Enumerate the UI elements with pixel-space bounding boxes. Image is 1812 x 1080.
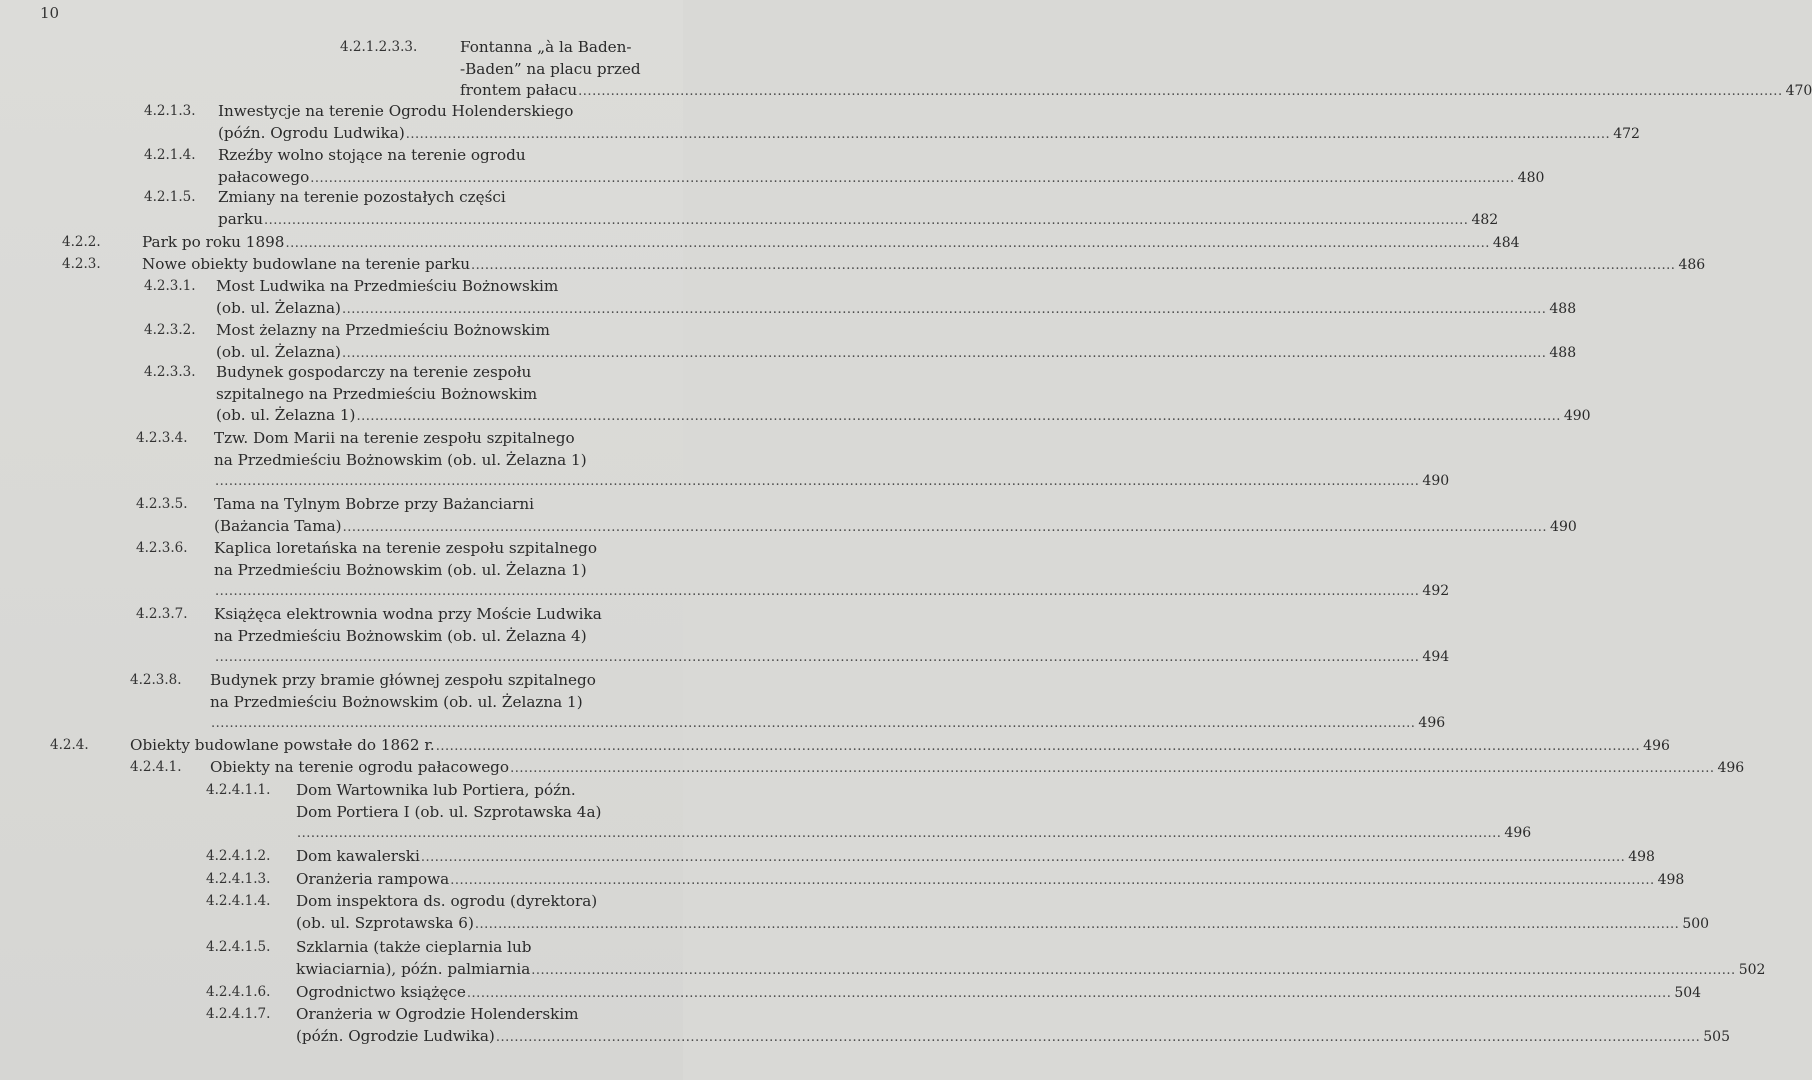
toc-entry-text: parku — [218, 209, 264, 228]
toc-entry-title — [142, 254, 1706, 276]
toc-entry-line — [296, 802, 655, 824]
toc-entry-page: 480 — [1517, 169, 1545, 186]
toc-entry-title — [210, 670, 1446, 735]
toc-entry-title — [210, 757, 1745, 779]
toc-entry-number: 4.2.3.4. — [136, 430, 188, 446]
toc-entry-line — [460, 37, 655, 59]
toc-entry-text: (późn. Ogrodu Ludwika) — [218, 123, 405, 142]
toc-entry-text: Dom inspektora ds. ogrodu (dyrektora) — [296, 892, 598, 910]
toc-entry-text: (ob. ul. Żelazna) — [216, 342, 341, 361]
toc-entry-page: 484 — [1492, 235, 1520, 251]
toc-entry-page: 490 — [1563, 408, 1591, 424]
toc-entry-title — [130, 735, 1670, 757]
toc-entry-number: 4.2.4.1.5. — [206, 939, 271, 955]
toc-entry-text: (ob. ul. Żelazna 1) — [216, 406, 356, 424]
toc-entry-title — [296, 937, 1766, 980]
dot-leader: .................................................................................................................................................................................................................................................................... — [285, 236, 1490, 251]
toc-entry-line — [218, 101, 655, 123]
toc-entry-title — [460, 37, 1812, 102]
toc-entry-number: 4.2.4.1.2. — [206, 848, 271, 864]
dot-leader: .................................................................................................................................................................................................................................................................... — [297, 826, 1502, 841]
toc-entry-title — [216, 362, 1591, 427]
toc-entry-text: Budynek gospodarczy na terenie zespołu — [216, 363, 532, 381]
toc-entry-line — [296, 913, 1710, 935]
dot-leader: .................................................................................................................................................................................................................................................................... — [510, 761, 1715, 776]
toc-entry-line — [216, 362, 655, 384]
toc-entry-number: 4.2.1.3. — [144, 103, 196, 119]
toc-entry-page: 496 — [1717, 760, 1745, 776]
toc-entry-number: 4.2.4.1.1. — [206, 782, 271, 798]
dot-leader: .................................................................................................................................................................................................................................................................... — [578, 84, 1783, 99]
toc-entry-line — [142, 254, 1706, 276]
toc-entry-title — [296, 846, 1655, 868]
toc-entry-line — [214, 647, 1450, 669]
toc-entry-text: Obiekty budowlane powstałe do 1862 r. — [130, 736, 435, 754]
toc-entry-text: (ob. ul. Żelazna) — [216, 298, 341, 317]
toc-entry-title — [218, 101, 1640, 144]
toc-entry-text: Tama na Tylnym Bobrze przy Bażanciarni — [214, 495, 534, 513]
toc-entry-text: Książęca elektrownia wodna przy Moście Ludwika — [214, 605, 602, 623]
dot-leader: .................................................................................................................................................................................................................................................................... — [215, 650, 1420, 665]
toc-entry-number: 4.2.2. — [62, 234, 101, 250]
dot-leader: .................................................................................................................................................................................................................................................................... — [435, 739, 1641, 754]
toc-entry-page: 504 — [1674, 985, 1702, 1001]
toc-entry-number: 4.2.1.5. — [144, 189, 196, 205]
toc-entry-text: Budynek przy bramie głównej zespołu szpitalnego — [210, 671, 596, 689]
toc-entry-text: Nowe obiekty budowlane na terenie parku — [142, 255, 471, 273]
toc-entry-text: Park po roku 1898 — [142, 233, 285, 251]
toc-entry-line — [460, 59, 655, 81]
dot-leader: .................................................................................................................................................................................................................................................................... — [450, 873, 1655, 888]
toc-entry-text: kwiaciarnia), późn. palmiarnia — [296, 959, 531, 978]
toc-entry-page: 500 — [1682, 915, 1710, 932]
toc-entry-line — [216, 384, 655, 406]
toc-entry-text: Obiekty na terenie ogrodu pałacowego — [210, 758, 510, 776]
toc-entry-text: Fontanna „à la Baden- — [460, 38, 632, 56]
toc-entry-line — [296, 959, 1766, 981]
toc-entry-text: -Baden” na placu przed — [460, 59, 641, 78]
dot-leader: .................................................................................................................................................................................................................................................................... — [474, 916, 1680, 932]
toc-entry-number: 4.2.3.8. — [130, 672, 182, 688]
toc-entry-line — [214, 560, 655, 582]
toc-entry-title — [216, 320, 1577, 363]
toc-entry-page: 488 — [1549, 344, 1577, 361]
toc-entry-line — [296, 846, 1655, 868]
dot-leader: .................................................................................................................................................................................................................................................................... — [495, 1029, 1701, 1045]
toc-entry-line — [460, 80, 1812, 102]
toc-entry-page: 502 — [1738, 961, 1766, 978]
toc-entry-number: 4.2.4.1.3. — [206, 871, 271, 887]
toc-entry-page: 494 — [1422, 649, 1450, 665]
toc-entry-page: 486 — [1678, 257, 1706, 273]
toc-entry-line — [210, 757, 1745, 779]
toc-entry-title — [296, 780, 1532, 845]
toc-entry-line — [216, 342, 1577, 364]
toc-entry-title — [142, 232, 1520, 254]
dot-leader: .................................................................................................................................................................................................................................................................... — [215, 584, 1420, 599]
dot-leader: .................................................................................................................................................................................................................................................................... — [531, 962, 1736, 978]
toc-entry-text: Inwestycje na terenie Ogrodu Holenderskiego — [218, 102, 574, 120]
toc-entry-text: na Przedmieściu Bożnowskim (ob. ul. Żelazna 1) — [210, 692, 583, 711]
toc-entry-text: pałacowego — [218, 167, 310, 186]
toc-entry-line — [218, 145, 655, 167]
page-number: 10 — [40, 4, 60, 22]
toc-entry-title — [214, 494, 1577, 537]
toc-entry-page: 505 — [1703, 1028, 1730, 1045]
toc-entry-line — [214, 471, 1450, 493]
toc-entry-text: Szklarnia (także cieplarnia lub — [296, 938, 532, 956]
toc-entry-number: 4.2.3.3. — [144, 364, 196, 380]
toc-entry-page: 496 — [1418, 715, 1446, 731]
toc-entry-page: 496 — [1504, 825, 1532, 841]
toc-entry-text: Zmiany na terenie pozostałych części — [218, 188, 506, 206]
toc-entry-line — [218, 123, 1640, 145]
dot-leader: .................................................................................................................................................................................................................................................................... — [341, 345, 1547, 361]
toc-entry-title — [218, 187, 1499, 230]
toc-entry-line — [214, 626, 655, 648]
toc-entry-page: 482 — [1471, 211, 1499, 228]
toc-entry-line — [210, 713, 1446, 735]
toc-entry-text: Ogrodnictwo książęce — [296, 983, 466, 1001]
toc-entry-text: Dom Portiera I (ob. ul. Szprotawska 4a) — [296, 802, 602, 821]
toc-entry-number: 4.2.4.1.4. — [206, 893, 271, 909]
dot-leader: .................................................................................................................................................................................................................................................................... — [211, 716, 1416, 731]
toc-entry-text: na Przedmieściu Bożnowskim (ob. ul. Żelazna 4) — [214, 626, 587, 645]
dot-leader: .................................................................................................................................................................................................................................................................... — [356, 409, 1561, 424]
toc-entry-text: Rzeźby wolno stojące na terenie ogrodu — [218, 146, 526, 164]
toc-entry-line — [218, 187, 655, 209]
dot-leader: .................................................................................................................................................................................................................................................................... — [215, 474, 1420, 489]
toc-entry-text: Dom Wartownika lub Portiera, późn. — [296, 781, 576, 799]
toc-entry-page: 488 — [1549, 300, 1577, 317]
toc-entry-line — [296, 1026, 1730, 1048]
toc-entry-text: Kaplica loretańska na terenie zespołu szpitalnego — [214, 539, 597, 557]
toc-entry-line — [214, 428, 655, 450]
toc-entry-line — [216, 298, 1577, 320]
toc-entry-title — [296, 1004, 1730, 1047]
toc-entry-title — [214, 428, 1450, 493]
toc-entry-line — [214, 581, 1450, 603]
toc-entry-line — [214, 604, 655, 626]
toc-entry-line — [296, 1004, 655, 1026]
toc-entry-line — [214, 538, 655, 560]
toc-entry-line — [142, 232, 1520, 254]
toc-entry-line — [218, 209, 1499, 231]
toc-entry-text: Tzw. Dom Marii na terenie zespołu szpitalnego — [214, 429, 575, 447]
toc-entry-number: 4.2.3.7. — [136, 606, 188, 622]
toc-entry-number: 4.2.4.1. — [130, 759, 182, 775]
toc-entry-line — [130, 735, 1670, 757]
dot-leader: .................................................................................................................................................................................................................................................................... — [342, 519, 1548, 535]
toc-entry-title — [218, 145, 1545, 188]
dot-leader: .................................................................................................................................................................................................................................................................... — [471, 258, 1676, 273]
toc-entry-line — [216, 405, 1591, 427]
toc-entry-number: 4.2.3. — [62, 256, 101, 272]
toc-entry-page: 472 — [1613, 125, 1640, 142]
toc-entry-title — [296, 982, 1702, 1004]
toc-entry-text: (Bażancia Tama) — [214, 516, 342, 535]
toc-entry-text: na Przedmieściu Bożnowskim (ob. ul. Żelazna 1) — [214, 560, 587, 579]
toc-entry-page: 492 — [1422, 583, 1450, 599]
toc-entry-text: Dom kawalerski — [296, 847, 420, 865]
toc-entry-line — [216, 276, 655, 298]
toc-entry-text: Oranżeria w Ogrodzie Holenderskim — [296, 1005, 579, 1023]
toc-entry-line — [296, 982, 1702, 1004]
toc-entry-page: 498 — [1657, 872, 1685, 888]
toc-entry-text: Oranżeria rampowa — [296, 870, 450, 888]
toc-entry-line — [296, 780, 655, 802]
toc-entry-line — [296, 869, 1685, 891]
toc-entry-text: (późn. Ogrodzie Ludwika) — [296, 1026, 495, 1045]
toc-entry-page: 470 — [1785, 83, 1812, 99]
toc-entry-line — [214, 450, 655, 472]
dot-leader: .................................................................................................................................................................................................................................................................... — [341, 301, 1547, 317]
toc-entry-number: 4.2.3.6. — [136, 540, 188, 556]
toc-entry-number: 4.2.4. — [50, 737, 89, 753]
toc-entry-line — [216, 320, 655, 342]
dot-leader: .................................................................................................................................................................................................................................................................... — [405, 126, 1611, 142]
toc-entry-number: 4.2.4.1.7. — [206, 1006, 271, 1022]
toc-entry-number: 4.2.3.2. — [144, 322, 196, 338]
toc-entry-line — [214, 516, 1577, 538]
toc-entry-page: 490 — [1422, 473, 1450, 489]
toc-entry-line — [210, 692, 655, 714]
toc-entry-line — [296, 823, 1532, 845]
toc-entry-title — [216, 276, 1577, 319]
dot-leader: .................................................................................................................................................................................................................................................................... — [264, 212, 1469, 228]
toc-entry-text: Most żelazny na Przedmieściu Bożnowskim — [216, 321, 550, 339]
toc-entry-text: szpitalnego na Przedmieściu Bożnowskim — [216, 384, 538, 403]
toc-entry-text: na Przedmieściu Bożnowskim (ob. ul. Żelazna 1) — [214, 450, 587, 469]
toc-entry-text: Most Ludwika na Przedmieściu Bożnowskim — [216, 277, 559, 295]
dot-leader: .................................................................................................................................................................................................................................................................... — [420, 850, 1626, 865]
toc-entry-line — [296, 937, 655, 959]
toc-entry-line — [214, 494, 655, 516]
toc-entry-line — [218, 167, 1545, 189]
toc-entry-title — [296, 869, 1685, 891]
toc-entry-number: 4.2.1.4. — [144, 147, 196, 163]
dot-leader: .................................................................................................................................................................................................................................................................... — [466, 986, 1672, 1001]
toc-entry-line — [210, 670, 655, 692]
toc-entry-line — [296, 891, 655, 913]
toc-entry-page: 496 — [1643, 738, 1670, 754]
dot-leader: .................................................................................................................................................................................................................................................................... — [310, 170, 1515, 186]
toc-entry-title — [296, 891, 1710, 934]
toc-entry-page: 498 — [1628, 849, 1655, 865]
toc-entry-text: frontem pałacu — [460, 81, 578, 99]
toc-entry-number: 4.2.1.2.3.3. — [340, 39, 418, 55]
toc-entry-title — [214, 604, 1450, 669]
toc-entry-page: 490 — [1550, 518, 1577, 535]
toc-entry-number: 4.2.3.5. — [136, 496, 188, 512]
toc-entry-number: 4.2.4.1.6. — [206, 984, 271, 1000]
toc-entry-number: 4.2.3.1. — [144, 278, 196, 294]
toc-entry-text: (ob. ul. Szprotawska 6) — [296, 913, 474, 932]
toc-entry-title — [214, 538, 1450, 603]
